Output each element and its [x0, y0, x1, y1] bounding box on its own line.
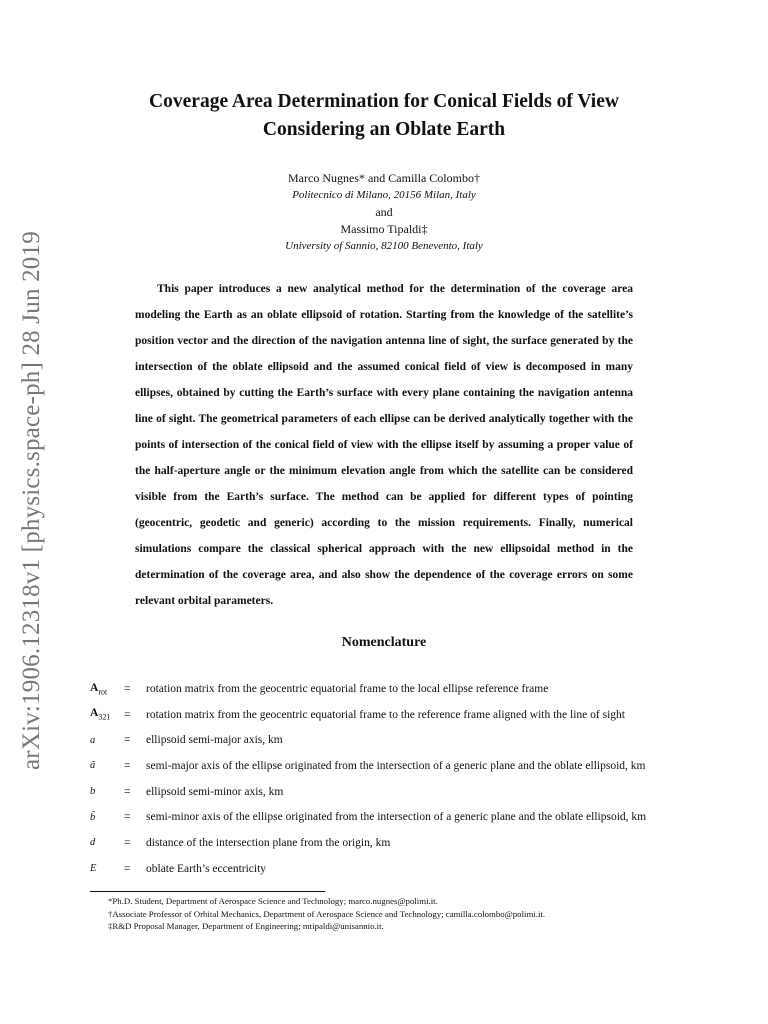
nomenclature-description: rotation matrix from the geocentric equatorial frame to the local ellipse reference frame: [146, 682, 549, 695]
title-line-2: Considering an Oblate Earth: [262, 119, 506, 140]
equals-sign: =: [124, 759, 131, 772]
nomenclature-item: [90, 702, 710, 728]
equals-sign: =: [124, 836, 131, 849]
equals-sign: =: [124, 708, 131, 721]
nomenclature-symbol: E: [90, 863, 97, 875]
nomenclature-symbol: a: [90, 734, 96, 746]
footnotes: [108, 895, 545, 933]
nomenclature-item: [90, 804, 710, 830]
affiliation-1: Politecnico di Milano, 20156 Milan, Italy: [292, 189, 476, 201]
nomenclature-item: [90, 676, 710, 702]
equals-sign: =: [124, 785, 131, 798]
nomenclature-description: semi-minor axis of the ellipse originated from the intersection of a generic plane and the oblate ellipsoid, km: [146, 811, 647, 824]
nomenclature-symbol: $A_{rot}$: [90, 681, 108, 696]
arxiv-stamp-text: arXiv:1906.12318v1 [physics.space-ph] 28 Jun 2019: [18, 231, 45, 770]
footnote-2: †Associate Professor of Orbital Mechanics, Department of Aerospace Science and Technology; camilla.colombo@polimi.it.: [108, 908, 546, 919]
nomenclature-symbol: b: [90, 786, 96, 798]
footnote-1: *Ph.D. Student, Department of Aerospace Science and Technology; marco.nugnes@polimi.it.: [108, 896, 438, 906]
nomenclature-item: [90, 856, 710, 882]
nomenclature-symbol: d: [90, 837, 96, 849]
nomenclature-item: [90, 753, 710, 779]
nomenclature-item: [90, 727, 710, 753]
footnote-3: ‡R&D Proposal Manager, Department of Engineering; mtipaldi@unisannio.it.: [108, 921, 384, 931]
nomenclature-item: [90, 779, 710, 805]
equals-sign: =: [124, 862, 131, 875]
nomenclature-description: ellipsoid semi-major axis, km: [146, 734, 283, 747]
author-block: [0, 170, 768, 255]
author-line-1: Marco Nugnes* and Camilla Colombo†: [288, 171, 480, 185]
nomenclature-description: semi-major axis of the ellipse originated from the intersection of a generic plane and the oblate ellipsoid, km: [146, 759, 646, 772]
author-conjunction: and: [375, 205, 393, 219]
nomenclature-description: rotation matrix from the geocentric equatorial frame to the reference frame aligned with the line of sight: [146, 708, 625, 721]
author-line-2: Massimo Tipaldi‡: [340, 222, 428, 236]
nomenclature-symbol: ã: [90, 760, 96, 772]
nomenclature-symbol: b̃: [90, 811, 96, 823]
nomenclature-description: oblate Earth’s eccentricity: [146, 862, 267, 875]
nomenclature-heading: Nomenclature: [341, 635, 427, 650]
affiliation-2: University of Sannio, 82100 Benevento, Italy: [285, 240, 483, 252]
equals-sign: =: [124, 682, 131, 695]
arxiv-stamp: [0, 0, 45, 770]
equals-sign: =: [124, 811, 131, 824]
equals-sign: =: [124, 734, 131, 747]
nomenclature-description: distance of the intersection plane from the origin, km: [146, 836, 391, 849]
nomenclature-list: [90, 676, 710, 882]
nomenclature-description: ellipsoid semi-minor axis, km: [146, 785, 284, 798]
footnote-divider: [90, 891, 325, 892]
abstract: This paper introduces a new analytical method for the determination of the coverage area modeling the Earth as an oblate ellipsoid of rotation. Starting from the knowledge of the satellite’s position vector and the direction of the navigation antenna line of sight, the surface generated by the intersection of the oblate ellipsoid and the assumed conical field of view is decomposed in many ellipses, obtained by cutting the Earth’s surface with every plane containing the navigation antenna line of sight. The geometrical parameters of each ellipse can be derived analytically together with the points of intersection of the conical field of view with the ellipse itself by assuming a proper value of the half-aperture angle or the minimum elevation angle from which the satellite can be considered visible from the Earth’s surface. The method can be applied for different types of pointing (geocentric, geodetic and generic) according to the mission requirements. Finally, numerical simulations compare the classical spherical approach with the new ellipsoidal method in the determination of the coverage area, and also show the dependence of the coverage errors on some relevant orbital parameters.: [135, 283, 633, 607]
title-line-1: Coverage Area Determination for Conical Fields of View: [149, 91, 619, 112]
nomenclature-symbol: $A_{321}$: [90, 707, 111, 722]
nomenclature-item: [90, 830, 710, 856]
paper-title: [0, 88, 768, 144]
